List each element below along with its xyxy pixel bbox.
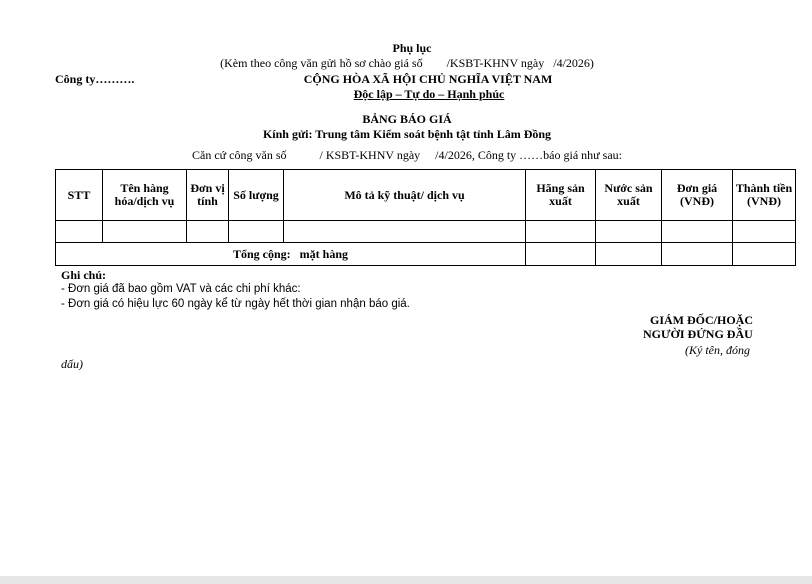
table-cell xyxy=(187,221,229,243)
appendix-subtitle: (Kèm theo công văn gửi hồ sơ chào giá số /KSBT-KHNV ngày /4/2026) xyxy=(220,56,594,70)
nation-title: CỘNG HÒA XÃ HỘI CHỦ NGHĨA VIỆT NAM xyxy=(303,72,553,86)
header-total-price: Thành tiền (VNĐ) xyxy=(733,170,796,221)
table-cell xyxy=(526,243,596,266)
table-cell xyxy=(596,221,662,243)
table-cell xyxy=(526,221,596,243)
signature-instruction-2: dấu) xyxy=(61,357,83,371)
basis-line: Căn cứ công văn số / KSBT-KHNV ngày /4/2026, Công ty ……báo giá như sau: xyxy=(192,148,622,162)
table-row xyxy=(56,221,796,243)
notes-heading: Ghi chú: xyxy=(61,268,107,282)
header-description: Mô tả kỹ thuật/ dịch vụ xyxy=(284,170,526,221)
quote-recipient: Kính gửi: Trung tâm Kiểm soát bệnh tật tỉnh Lâm Đồng xyxy=(262,127,552,141)
signer-title: GIÁM ĐỐC/HOẶC xyxy=(650,313,753,327)
table-cell xyxy=(662,221,733,243)
header-manufacturer: Hãng sản xuất xyxy=(526,170,596,221)
table-cell xyxy=(229,221,284,243)
note-item: - Đơn giá có hiệu lực 60 ngày kể từ ngày hết thời gian nhận báo giá. xyxy=(61,298,410,310)
table-header-row xyxy=(56,170,796,221)
table-cell xyxy=(596,243,662,266)
quote-title: BẢNG BÁO GIÁ xyxy=(362,112,452,126)
table-cell xyxy=(103,221,187,243)
table-cell xyxy=(56,221,103,243)
table-cell xyxy=(662,243,733,266)
header-unit: Đơn vị tính xyxy=(187,170,229,221)
signer-title-2: NGƯỜI ĐỨNG ĐẦU xyxy=(643,327,753,341)
quote-table xyxy=(55,169,796,266)
table-cell xyxy=(733,243,796,266)
table-cell xyxy=(284,221,526,243)
header-stt: STT xyxy=(56,170,103,221)
header-origin: Nước sản xuất xyxy=(596,170,662,221)
viewer-bottom-strip xyxy=(0,576,812,584)
signature-instruction: (Ký tên, đóng xyxy=(685,343,750,357)
nation-motto: Độc lập – Tự do – Hạnh phúc xyxy=(353,87,505,101)
company-name: Công ty………. xyxy=(55,72,135,86)
total-label: Tổng cộng: mặt hàng xyxy=(56,243,526,266)
header-unit-price: Đơn giá (VNĐ) xyxy=(662,170,733,221)
header-item-name: Tên hàng hóa/dịch vụ xyxy=(103,170,187,221)
note-item: - Đơn giá đã bao gồm VAT và các chi phí khác: xyxy=(61,283,301,295)
header-quantity: Số lượng xyxy=(229,170,284,221)
total-row xyxy=(56,243,796,266)
table-cell xyxy=(733,221,796,243)
appendix-title: Phụ lục xyxy=(392,41,432,55)
